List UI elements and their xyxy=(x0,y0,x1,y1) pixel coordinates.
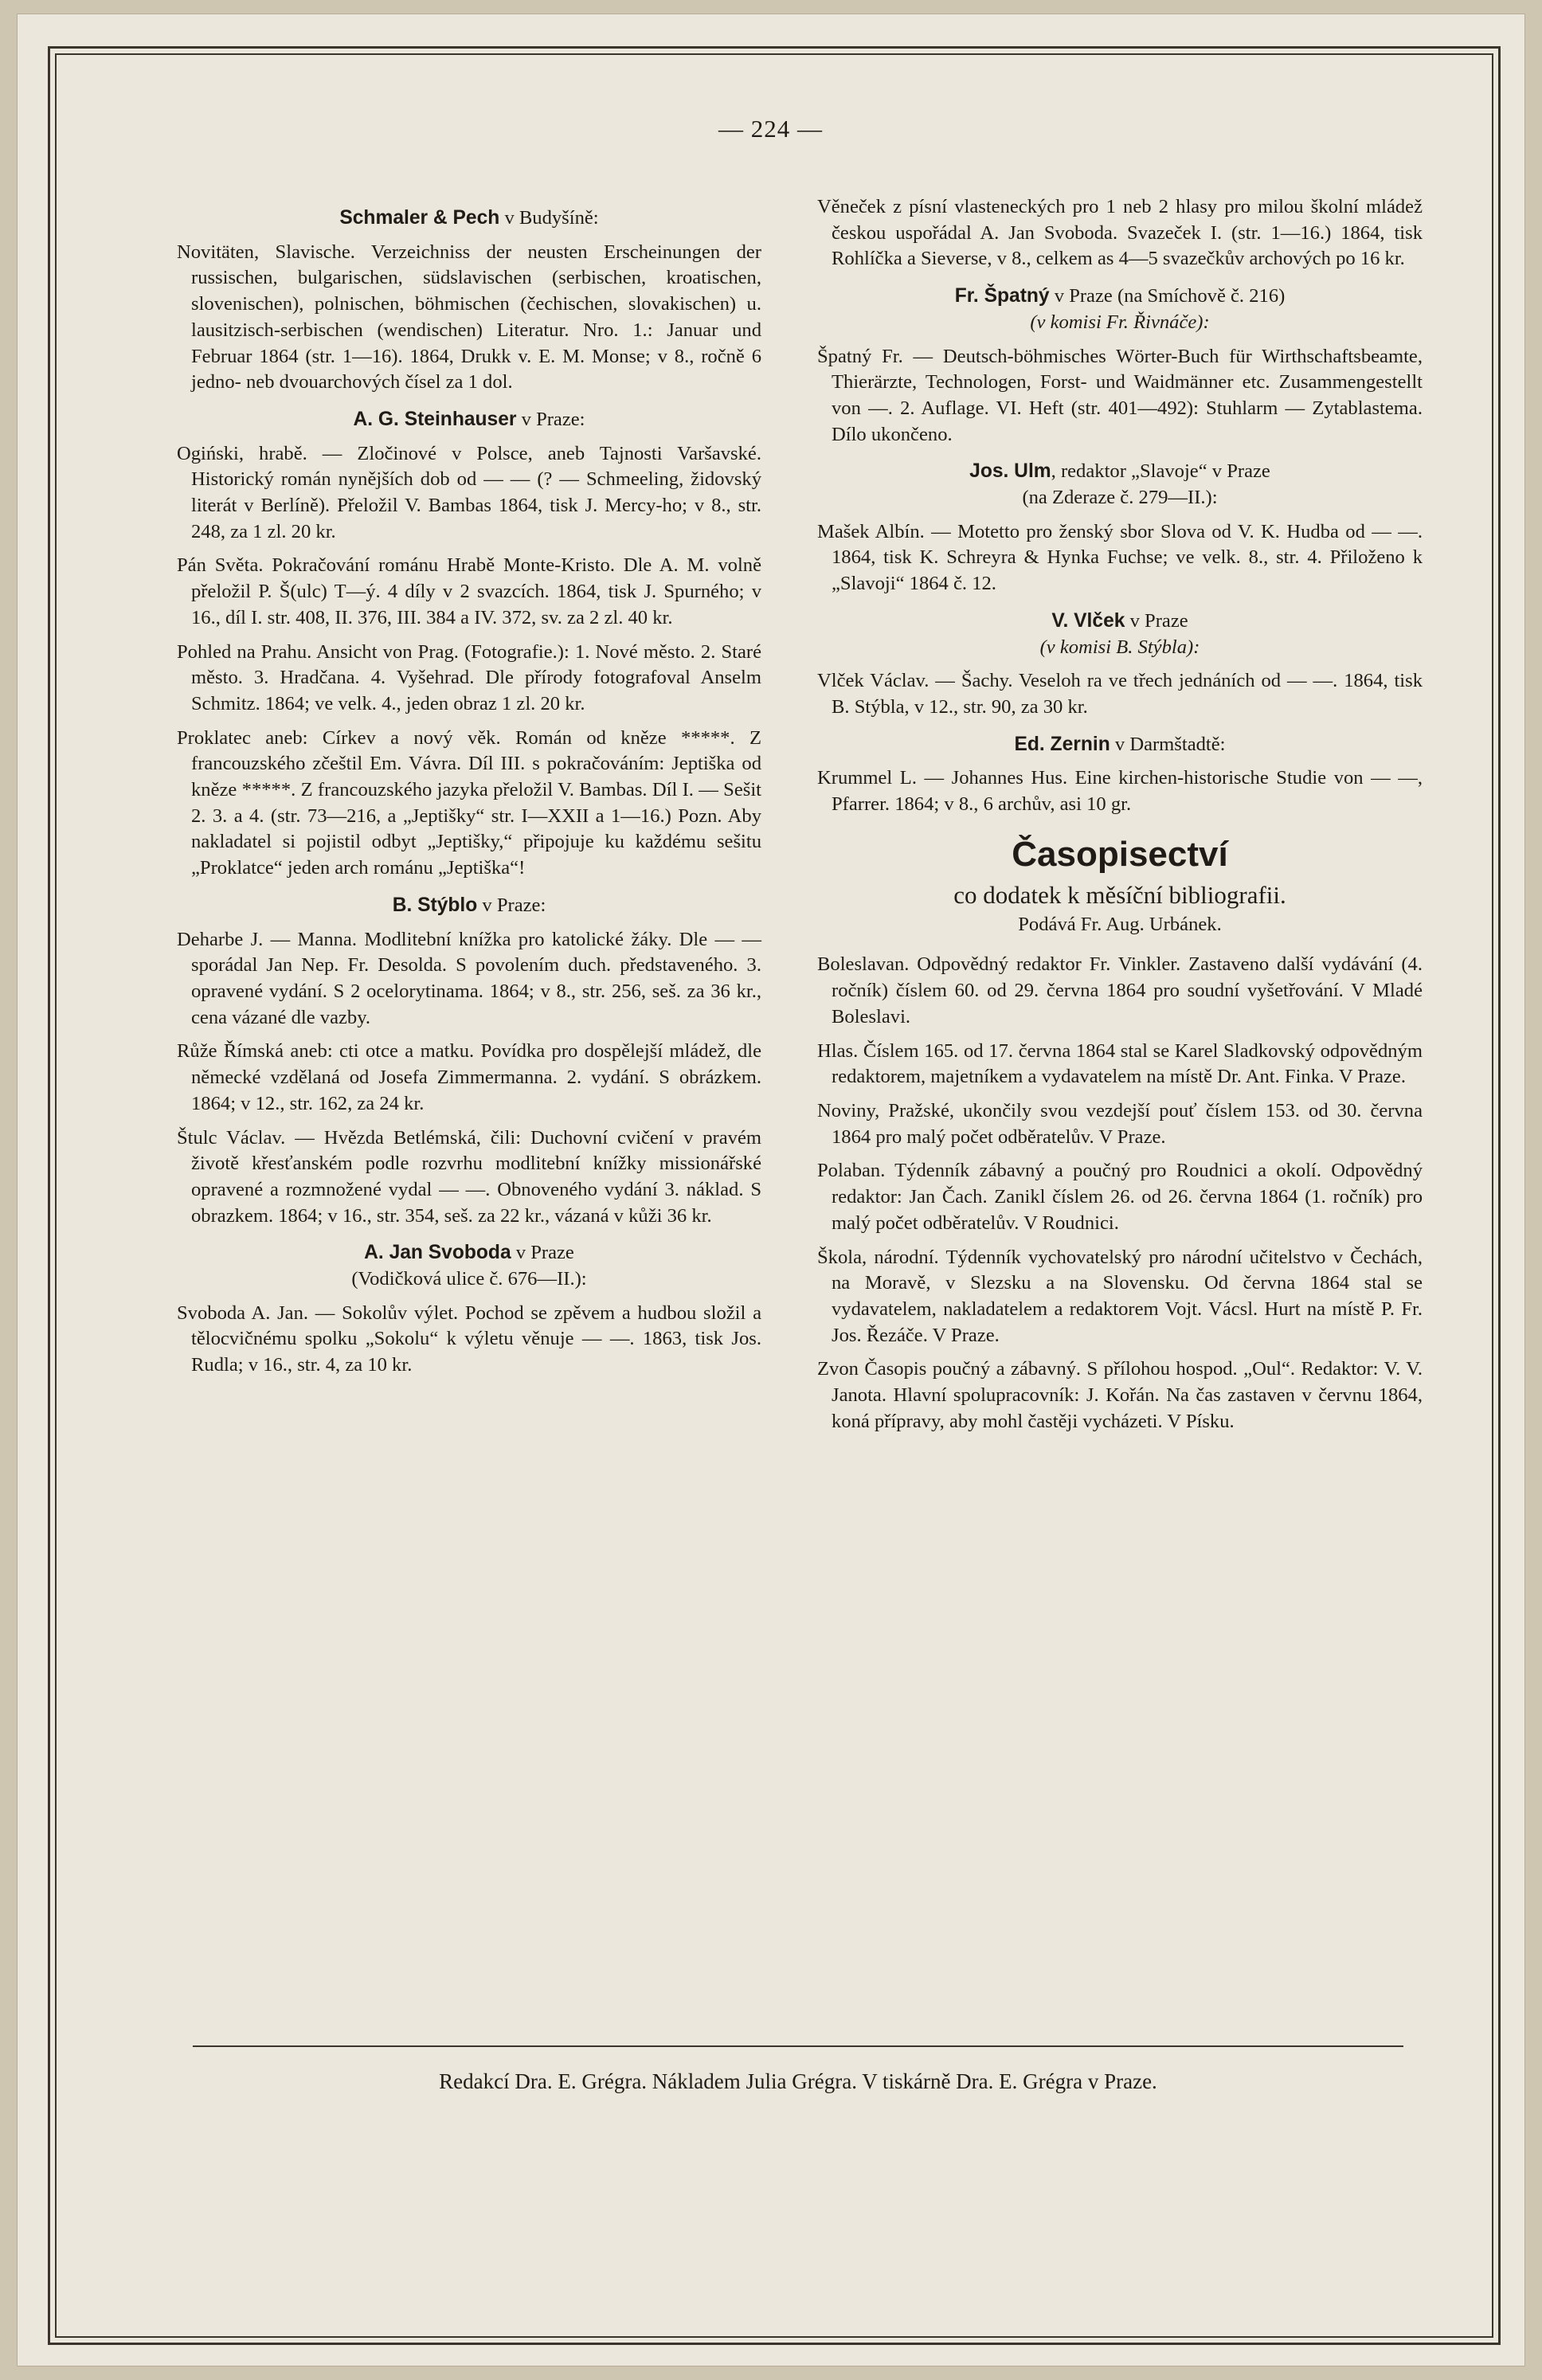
publisher-place: v Praze xyxy=(511,1242,574,1264)
bibliography-entry: Škola, národní. Týdenník vychovatelský pro národní učitelstvo v Čechách, na Moravě, v Slezsku a na Slovensku. Od června 1864 stal se vydavatelem, nakladatelem a redaktorem Vojt. Vácsl. Hurt na místě P. Fr. Jos. Řezáče. V Praze. xyxy=(817,1246,1423,1346)
bibliography-entry: Zvon Časopis poučný a zábavný. S přílohou hospod. „Oul“. Redaktor: V. V. Janota. Hlavní spolupracovník: J. Kořán. Na čas zastaven v červnu 1864, koná přípravy, aby mohl častěji vycházeti. V Písku. xyxy=(817,1358,1423,1432)
section-subheading: co dodatek k měsíční bibliografii. xyxy=(953,880,1286,909)
bibliography-entry: Vlček Václav. — Šachy. Veseloh ra ve třech jednáních od — —. 1864, tisk B. Stýbla, v 12., str. 90, za 30 kr. xyxy=(817,670,1423,718)
bibliography-entry: Svoboda A. Jan. — Sokolův výlet. Pochod se zpěvem a hudbou složil a tělocvičnému spolku „Sokolu“ k výletu věnuje — —. 1863, tisk Jos. Rudla; v 16., str. 4, za 10 kr. xyxy=(177,1302,761,1376)
publisher-heading xyxy=(817,459,1423,511)
bibliography-entry: Pán Světa. Pokračování románu Hrabě Monte-Kristo. Dle A. M. volně přeložil P. Š(ulc) T—ý. 4 díly v 2 svazcích. 1864, tisk J. Spurného; v 16., díl I. str. 408, II. 376, III. 384 a IV. 372, sv. za 2 zl. 40 kr. xyxy=(177,554,761,628)
bibliography-entry: Štulc Václav. — Hvězda Betlémská, čili: Duchovní cvičení v pravém životě křesťanském podle rozvrhu modlitební knížky missionářské opravené a rozmnožené vydal — —. Obnoveného vydání 3. náklad. S obrazkem. 1864; v 16., str. 354, seš. za 22 kr., vázaná v kůži 36 kr. xyxy=(177,1126,761,1227)
bibliography-entry: Věneček z písní vlasteneckých pro 1 neb 2 hlasy pro milou školní mládež českou uspořádal A. Jan Svoboda. Svazeček I. (str. 1—16.) 1864, tisk Rohlíčka a Sieverse, v 8., celkem as 4—5 svazečkův archových po 16 kr. xyxy=(817,196,1423,270)
publisher-place: v Budyšíně: xyxy=(499,207,599,229)
section-byline: Podává Fr. Aug. Urbánek. xyxy=(1018,913,1222,935)
publisher-address: (v komisi B. Stýbla): xyxy=(1039,636,1200,658)
publisher-name: A. Jan Svoboda xyxy=(364,1242,511,1264)
publisher-heading xyxy=(817,284,1423,335)
publisher-heading xyxy=(817,609,1423,660)
bibliography-entry: Špatný Fr. — Deutsch-böhmisches Wörter-Buch für Wirthschaftsbeamte, Thierärzte, Technologen, Forst- und Waidmänner etc. Zusammengestellt von —. 2. Auflage. VI. Heft (str. 401—492): Stuhlarm — Zytablastema. Dílo ukončeno. xyxy=(817,345,1423,445)
publisher-name: Ed. Zernin xyxy=(1014,733,1110,755)
publisher-name: B. Stýblo xyxy=(392,894,478,916)
bibliography-entry: Ogiński, hrabě. — Zločinové v Polsce, aneb Tajnosti Varšavské. Historický román nynějších dob od — — (? — Schmeeling, židovský literát v Berlíně). Přeložil V. Bambas 1864, tisk J. Mercy-ho; v 8., str. 248, za 1 zl. 20 kr. xyxy=(177,442,761,542)
imprint-footer: Redakcí Dra. E. Grégra. Nákladem Julia Grégra. V tiskárně Dra. E. Grégra v Praze. xyxy=(193,2045,1403,2094)
bibliography-entry: Boleslavan. Odpovědný redaktor Fr. Vinkler. Zastaveno další vydávání (4. ročník) číslem 60. od 29. června 1864 pro soudní vyšetřování. V Mladé Boleslavi. xyxy=(817,953,1423,1028)
publisher-heading xyxy=(817,732,1423,758)
publisher-name: V. Vlček xyxy=(1051,609,1125,632)
bibliography-entry: Proklatec aneb: Církev a nový věk. Román od kněze *****. Z francouzského zčeštil Em. Vávra. Díl III. s pokračováním: Jeptiška od kněze *****. Z francouzského jazyka přeložil V. Bambas. Díl I. — Sešit 2. 3. a 4. (str. 73—216, a „Jeptišky“ str. I—XXII a 1—16.) Pozn. Aby nakladatel si pojistil odbyt „Jeptišky,“ připojuje ku každému sešitu „Proklatce“ jeden arch románu „Jeptiška“! xyxy=(177,726,761,879)
publisher-heading xyxy=(177,893,761,919)
bibliography-entry: Mašek Albín. — Motetto pro ženský sbor Slova od V. K. Hudba od — —. 1864, tisk K. Schreyra & Hynka Fuchse; ve velk. 8., str. 4. Přiloženo k „Slavoji“ 1864 č. 12. xyxy=(817,520,1423,595)
publisher-place: v Praze (na Smíchově č. 216) xyxy=(1049,285,1286,307)
publisher-name: Schmaler & Pech xyxy=(339,207,500,229)
publisher-place: v Praze: xyxy=(516,408,585,430)
bibliography-entry: Krummel L. — Johannes Hus. Eine kirchen-historische Studie von — —, Pfarrer. 1864; v 8., 6 archův, asi 10 gr. xyxy=(817,767,1423,816)
publisher-name: Fr. Špatný xyxy=(954,285,1050,307)
bibliography-entry: Růže Římská aneb: cti otce a matku. Povídka pro dospělejší mládež, dle německé vzdělaná od Josefa Zimmermanna. 2. vydání. S obrázkem. 1864; v 12., str. 162, za 24 kr. xyxy=(177,1040,761,1114)
publisher-place: v Darmštadtě: xyxy=(1110,733,1226,755)
publisher-heading xyxy=(177,1240,761,1292)
scanned-page xyxy=(18,14,1524,2366)
publisher-heading xyxy=(177,206,761,232)
bibliography-entry: Noviny, Pražské, ukončily svou vezdejší pouť číslem 153. od 30. června 1864 pro malý počet odběratelův. V Praze. xyxy=(817,1099,1423,1148)
publisher-place: , redaktor „Slavoje“ v Praze xyxy=(1051,460,1270,483)
publisher-address: (Vodičková ulice č. 676—II.): xyxy=(351,1268,587,1290)
section-heading: Časopisectví xyxy=(1012,834,1228,874)
publisher-address: (na Zderaze č. 279—II.): xyxy=(1022,487,1218,509)
right-column xyxy=(817,194,1423,1442)
publisher-place: v Praze: xyxy=(477,894,546,916)
bibliography-entry: Polaban. Týdenník zábavný a poučný pro Roudnici a okolí. Odpovědný redaktor: Jan Čach. Zanikl číslem 26. od 26. června 1864 (1. ročník) pro malý počet odběratelův. V Roudnici. xyxy=(817,1160,1423,1234)
bibliography-entry: Pohled na Prahu. Ansicht von Prag. (Fotografie.): 1. Nové město. 2. Staré město. 3. Hradčana. 4. Vyšehrad. Dle přírody fotografoval Anselm Schmitz. 1864; ve velk. 4., jeden obraz 1 zl. 20 kr. xyxy=(177,640,761,714)
publisher-name: Jos. Ulm xyxy=(969,460,1051,483)
bibliography-entry: Hlas. Číslem 165. od 17. června 1864 stal se Karel Sladkovský odpovědným redaktorem, majetníkem a vydavatelem na místě Dr. Ant. Finka. V Praze. xyxy=(817,1039,1423,1088)
bibliography-entry: Deharbe J. — Manna. Modlitební knížka pro katolické žáky. Dle — — sporádal Jan Nep. Fr. Desolda. S povolením duch. představeného. 3. opravené vydání. S 2 ocelorytinama. 1864; v 8., str. 256, seš. za 36 kr., cena vázané dle vazby. xyxy=(177,928,761,1028)
publisher-name: A. G. Steinhauser xyxy=(353,408,517,430)
page-number: — 224 — xyxy=(718,115,823,143)
publisher-address: (v komisi Fr. Řivnáče): xyxy=(1030,311,1210,333)
publisher-heading xyxy=(177,407,761,433)
publisher-place: v Praze xyxy=(1125,609,1188,632)
left-column xyxy=(177,194,761,1387)
bibliography-entry: Novitäten, Slavische. Verzeichniss der neusten Erscheinungen der russischen, bulgarischen, südslavischen (serbischen, kroatischen, slovenischen), polnischen, böhmischen (čechischen, slovakischen) u. lausitzisch-serbischen (wendischen) Literatur. Nro. 1.: Januar und Februar 1864 (str. 1—16). 1864, Drukk v. E. M. Monse; v 8., ročně 6 jedno- neb dvouarchových čísel za 1 dol. xyxy=(177,241,761,393)
